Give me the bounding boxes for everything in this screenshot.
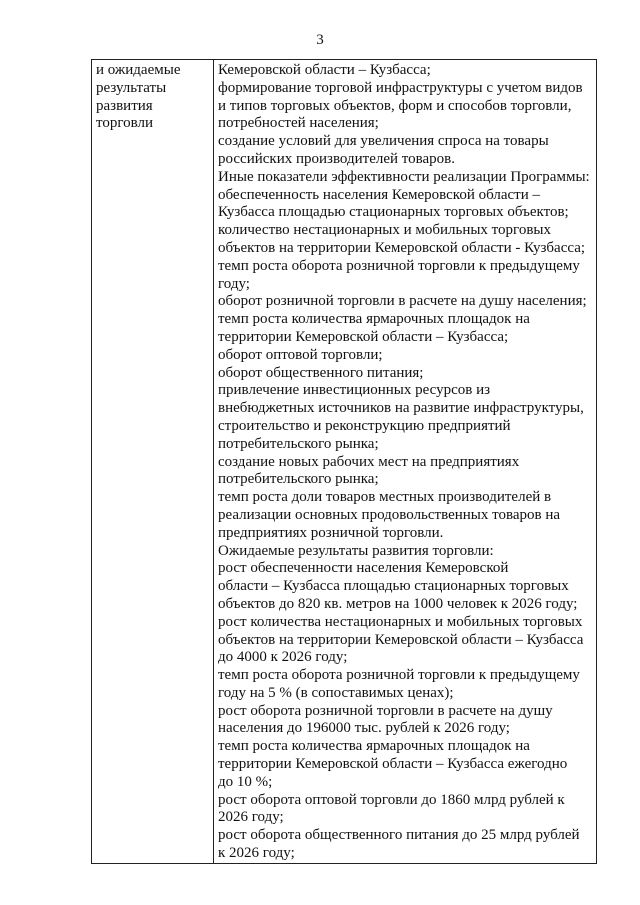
text-line: темп роста количества ярмарочных площадок на [218, 738, 530, 755]
text-line: количество нестационарных и мобильных торговых [218, 222, 551, 239]
text-line: создание новых рабочих мест на предприятиях [218, 453, 520, 470]
text-line: Кемеровской области – Кузбасса; [218, 62, 431, 78]
table-row [92, 60, 597, 864]
text-line: строительство и реконструкцию предприятий [218, 417, 511, 434]
text-line: до 4000 к 2026 году; [218, 649, 348, 666]
text-line: 2026 году; [218, 809, 284, 826]
text-line: темп роста оборота розничной торговли к предыдущему [218, 257, 580, 274]
text-line: темп роста доли товаров местных производителей в [218, 489, 552, 506]
text-line: результаты [96, 79, 167, 96]
document-table [91, 59, 597, 864]
text-line: объектов на территории Кемеровской области – Кузбасса [218, 631, 584, 648]
text-line: году; [218, 275, 250, 292]
text-line: оборот оптовой торговли; [218, 346, 383, 363]
text-line: темп роста количества ярмарочных площадок на [218, 311, 530, 328]
text-line: объектов до 820 кв. метров на 1000 человек к 2026 году; [218, 595, 578, 612]
text-line: темп роста оборота розничной торговли к предыдущему [218, 667, 580, 684]
text-line: Иные показатели эффективности реализации Программы: [218, 168, 590, 185]
text-line: рост оборота оптовой торговли до 1860 млрд рублей к [218, 791, 565, 808]
text-line: области – Кузбасса площадью стационарных торговых [218, 578, 569, 595]
text-line: рост обеспеченности населения Кемеровской [218, 560, 509, 577]
text-line: реализации основных продовольственных товаров на [218, 506, 561, 523]
text-line: оборот розничной торговли в расчете на душу населения; [218, 293, 587, 310]
text-line: российских производителей товаров. [218, 150, 456, 167]
text-line: объектов на территории Кемеровской области - Кузбасса; [218, 239, 586, 256]
table-cell-label [92, 60, 214, 864]
text-line: населения до 196000 тыс. рублей к 2026 году; [218, 720, 510, 737]
text-line: оборот общественного питания; [218, 364, 424, 381]
text-line: рост оборота общественного питания до 25 млрд рублей [218, 827, 580, 844]
text-line: Кузбасса площадью стационарных торговых объектов; [218, 204, 569, 221]
text-line: территории Кемеровской области – Кузбасса ежегодно [218, 756, 568, 773]
text-line: потребительского рынка; [218, 471, 379, 488]
text-line: до 10 %; [218, 773, 273, 790]
text-line: и типов торговых объектов, форм и способов торговли, [218, 97, 572, 114]
table-cell-content [214, 60, 597, 864]
text-line: году на 5 % (в сопоставимых ценах); [218, 684, 454, 701]
text-line: внебюджетных источников на развитие инфраструктуры, [218, 400, 584, 417]
text-line: предприятиях розничной торговли. [218, 524, 444, 541]
text-line: обеспеченность населения Кемеровской области – [218, 186, 540, 203]
text-line: территории Кемеровской области – Кузбасса; [218, 328, 509, 345]
text-line: торговли [96, 115, 154, 132]
text-line: развития [96, 97, 153, 114]
text-line: формирование торговой инфраструктуры с учетом видов [218, 79, 583, 96]
text-line: потребностей населения; [218, 115, 379, 132]
text-line: рост оборота розничной торговли в расчете на душу [218, 702, 553, 719]
text-line: и ожидаемые [96, 62, 181, 78]
text-line: создание условий для увеличения спроса на товары [218, 133, 549, 150]
text-line: рост количества нестационарных и мобильных торговых [218, 613, 583, 630]
text-line: потребительского рынка; [218, 435, 379, 452]
text-line: Ожидаемые результаты развития торговли: [218, 542, 494, 559]
page-number: 3 [316, 32, 324, 48]
text-line: привлечение инвестиционных ресурсов из [218, 382, 491, 399]
right-cell-text [218, 62, 592, 863]
text-line: к 2026 году; [218, 845, 295, 862]
left-cell-text [96, 62, 209, 133]
